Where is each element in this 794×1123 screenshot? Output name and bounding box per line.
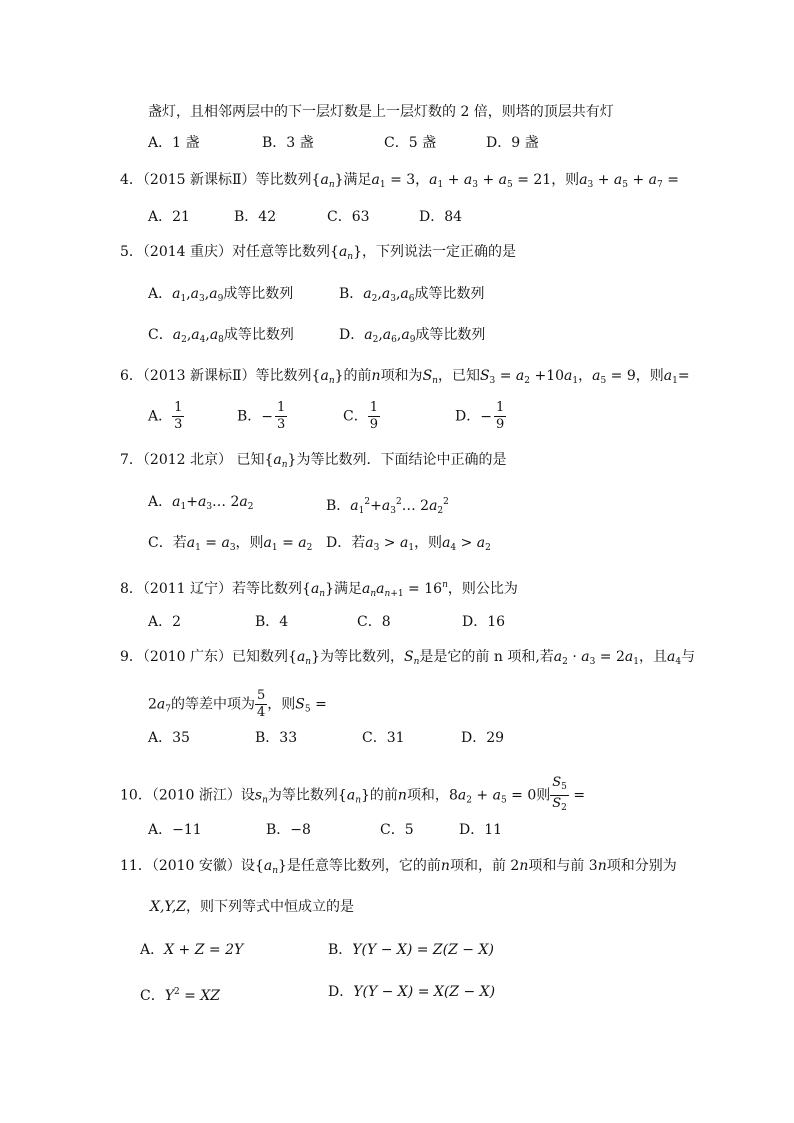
q9-option-d: D．29 (461, 730, 505, 746)
q6-option-d: D．− $\frac{1}{9}$ (455, 400, 505, 432)
q10-number: 10． (120, 787, 152, 804)
question-9: 9．（2010 广东）已知数列$\{a_n\}$为等比数列，$S_n$是是它的前 n 项和,若$a_2 \cdot a_3 = 2a_1$，且$a_4$与 (120, 649, 696, 667)
q3-continuation: 盏灯，且相邻两层中的下一层灯数是上一层灯数的 2 倍，则塔的顶层共有灯 (148, 104, 614, 120)
q7-option-b: B．$a_1^2+a_3^2\dots$ $2a_2^2$ (326, 497, 449, 516)
q8-source: （2011 辽宁） (142, 581, 233, 597)
q11-option-d: D．Y(Y − X) = X(Z − X) (328, 984, 496, 1000)
q5-source: （2014 重庆） (142, 244, 233, 260)
q10-source: （2010 浙江） (151, 787, 241, 804)
q4-text: ，则 (551, 172, 580, 188)
q3-option-c: C．5 盏 (384, 135, 437, 151)
question-5: 5．（2014 重庆）对任意等比数列$\{a_n\}$，下列说法一定正确的是 (120, 244, 517, 262)
q4-sum-value: = 21 (517, 172, 552, 188)
q5-text: 对任意等比数列 (232, 244, 331, 260)
question-9-line-2: $2a_7$的等差中项为 $\frac{5}{4}$ ，则$S_5$ = (148, 688, 327, 720)
q6-fraction: $\frac{1}{9}$ (495, 400, 505, 432)
q7-number: 7． (120, 452, 143, 468)
q6-option-b: B．− $\frac{1}{3}$ (237, 400, 286, 432)
q5-option-a: A．$a_1,a_3,a_9$成等比数列 (148, 286, 294, 304)
q4-option-b: B．42 (234, 209, 277, 225)
q8-number: 8． (120, 581, 143, 597)
question-11: 11．（2010 安徽）设$\{a_n\}$是任意等比数列，它的前n项和，前 2n项和与前 3n项和分别为 (120, 858, 677, 876)
q8-option-c: C．8 (357, 614, 391, 630)
q7-option-a: A．$a_1+a_3\dots$ $2a_2$ (148, 494, 254, 512)
q4-option-c: C．63 (327, 209, 370, 225)
q8-option-b: B．4 (255, 614, 289, 630)
q8-option-d: D．16 (462, 614, 506, 630)
q7-option-d: D．若$a_3 > a_1$，则$a_4 > a_2$ (326, 535, 491, 553)
q6-number: 6． (120, 368, 143, 384)
q3-option-a: A．1 盏 (148, 135, 200, 151)
q11-number: 11． (120, 858, 152, 874)
q5-number: 5． (120, 244, 143, 260)
q6-option-a: A． $\frac{1}{3}$ (148, 400, 183, 432)
q9-option-c: C．31 (362, 730, 405, 746)
q4-text: ， (415, 172, 430, 188)
q5-option-b: B．$a_2,a_3,a_6$成等比数列 (339, 286, 485, 304)
q9-number: 9． (120, 649, 143, 665)
q6-fraction: $\frac{1}{9}$ (369, 400, 378, 432)
question-10: 10．（2010 浙江）设$s_n$为等比数列$\{a_n\}$的前n项和，$8a_2 + a_5 = 0$则 $\frac{S_5}{S_2}$ = (120, 775, 585, 816)
q10-option-c: C．5 (380, 822, 414, 838)
q8-option-a: A．2 (148, 614, 182, 630)
question-8: 8．（2011 辽宁）若等比数列$\{a_n\}$满足$a_na_{n+1} = 16^n$，则公比为 (120, 580, 518, 599)
q3-option-d: D．9 盏 (486, 135, 539, 151)
q4-option-a: A．21 (148, 209, 190, 225)
q6-option-c: C． $\frac{1}{9}$ (343, 400, 378, 432)
q4-a1-value: = 3 (390, 172, 416, 188)
q4-text: 满足 (343, 172, 372, 188)
q7-option-c: C．若$a_1 = a_3$，则$a_1 = a_2$ (148, 535, 313, 553)
q11-option-c: C．$Y^2$ = XZ (140, 987, 221, 1004)
q6-source: （2013 新课标Ⅱ） (142, 368, 256, 384)
q4-equals: = (667, 172, 679, 188)
q10-option-b: B．−8 (266, 822, 311, 838)
q9-option-b: B．33 (255, 730, 298, 746)
q4-number: 4． (120, 172, 143, 188)
q11-source: （2010 安徽） (151, 858, 241, 874)
q4-source: （2015 新课标Ⅱ） (142, 172, 256, 188)
q9-source: （2010 广东） (142, 649, 233, 665)
question-11-line-2: X,Y,Z，则下列等式中恒成立的是 (150, 899, 355, 915)
question-6: 6．（2013 新课标Ⅱ）等比数列$\{a_n\}$的前n项和为$S_n$，已知$S_3 = a_2 +10a_1$，$a_5 = 9$，则$a_1=$ (120, 368, 690, 386)
q10-option-a: A．−11 (148, 822, 202, 838)
q5-text: ，下列说法一定正确的是 (362, 244, 517, 260)
q7-source: （2012 北京） (142, 452, 233, 468)
q5-option-c: C．$a_2,a_4,a_8$成等比数列 (148, 327, 294, 345)
question-7: 7．（2012 北京） 已知$\{a_n\}$为等比数列．下面结论中正确的是 (120, 452, 507, 470)
q6-fraction: $\frac{1}{3}$ (174, 400, 183, 432)
q3-option-b: B．3 盏 (262, 135, 314, 151)
q9-fraction: $\frac{5}{4}$ (257, 688, 266, 720)
q4-option-d: D．84 (419, 209, 463, 225)
q4-text: 等比数列 (255, 172, 312, 188)
q11-option-b: B．Y(Y − X) = Z(Z − X) (328, 942, 494, 958)
q5-option-d: D．$a_2,a_6,a_9$成等比数列 (339, 327, 486, 345)
q11-option-a: A．X + Z = 2Y (140, 942, 244, 958)
q10-option-d: D．11 (459, 822, 503, 838)
question-4: 4．（2015 新课标Ⅱ）等比数列$\{a_n\}$满足$a_1 = 3$，$a_1 + a_3 + a_5 = 21$，则$a_3 + a_5 + a_7$ = (120, 172, 679, 190)
q9-option-a: A．35 (148, 730, 190, 746)
q6-fraction: $\frac{1}{3}$ (277, 400, 286, 432)
q10-fraction: $\frac{S_5}{S_2}$ (552, 775, 567, 813)
